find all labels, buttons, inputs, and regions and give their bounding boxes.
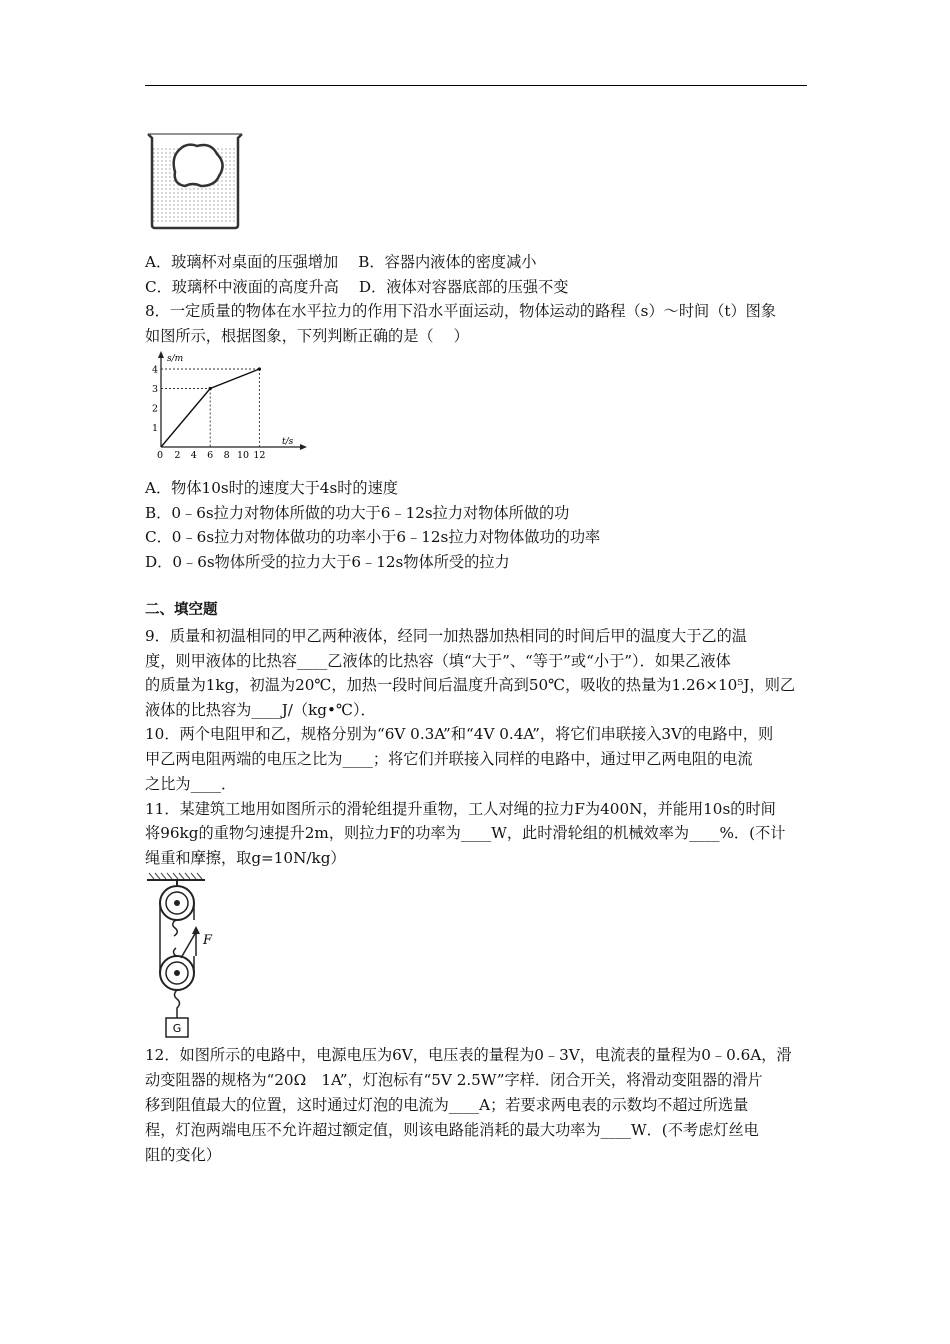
x-tick-label: 10 [236, 450, 250, 461]
q12-line2: 动变阻器的规格为“20Ω 1A”，灯泡标有“5V 2.5W”字样．闭合开关，将滑动变阻器的滑片 [145, 1071, 763, 1089]
x-tick-label: 4 [190, 450, 197, 461]
q12-line5: 阻的变化） [145, 1146, 221, 1164]
q9-line3: 的质量为1kg，初温为20℃，加热一段时间后温度升高到50℃，吸收的热量为1.26×10⁵J，则乙 [145, 676, 796, 694]
x-tick-label: 8 [223, 450, 230, 461]
q7-option-cd: C．玻璃杯中液面的高度升高 D．液体对容器底部的压强不变 [145, 278, 569, 296]
y-tick-label: 4 [151, 364, 159, 376]
x-tick-label: 12 [253, 450, 266, 461]
x-tick-label: 6 [207, 450, 214, 461]
section-heading: 二、填空题 [145, 602, 218, 618]
q11-line3: 绳重和摩擦，取g=10N/kg） [145, 849, 346, 867]
q11-line1: 11．某建筑工地用如图所示的滑轮组提升重物，工人对绳的拉力F为400N，并能用10s的时间 [145, 800, 776, 818]
q11-line2: 将96kg的重物匀速提升2m，则拉力F的功率为____W，此时滑轮组的机械效率为____%．(不计 [145, 824, 786, 842]
q12-line3: 移到阻值最大的位置，这时通过灯泡的电流为____A；若要求两电表的示数均不超过所选量 [145, 1096, 749, 1114]
q8-stem-line1: 8．一定质量的物体在水平拉力的作用下沿水平面运动，物体运动的路程（s）～时间（t）图象 [145, 302, 777, 320]
q10-line3: 之比为____． [145, 775, 237, 793]
s-t-graph [145, 350, 310, 462]
force-arrow [192, 926, 200, 956]
q9-line1: 9．质量和初温相同的甲乙两种液体，经同一加热器加热相同的时间后甲的温度大于乙的温 [145, 627, 747, 645]
x-axis-label: t/s [282, 437, 294, 447]
q9-line4: 液体的比热容为____J/（kg•℃）． [145, 701, 376, 719]
beaker-figure [145, 128, 245, 232]
q8-option-a: A．物体10s时的速度大于4s时的速度 [145, 479, 398, 497]
movable-pulley [160, 956, 194, 990]
data-point [258, 367, 261, 370]
graph-axes [158, 351, 307, 450]
q7-option-ab: A．玻璃杯对桌面的压强增加 B．容器内液体的密度减小 [145, 253, 537, 271]
q9-line2: 度，则甲液体的比热容____乙液体的比热容（填“大于”、“等于”或“小于”）．如果乙液体 [145, 652, 731, 670]
q8-option-b: B．0﹣6s拉力对物体所做的功大于6﹣12s拉力对物体所做的功 [145, 504, 570, 522]
y-tick-label: 3 [151, 384, 159, 395]
data-point [209, 387, 212, 390]
pulley-figure [145, 872, 215, 1040]
force-label: F [203, 933, 213, 948]
q10-line2: 甲乙两电阻两端的电压之比为____；将它们并联接入同样的电路中，通过甲乙两电阻的电流 [145, 750, 753, 768]
y-axis-label: s/m [167, 354, 184, 364]
series-line [161, 369, 259, 447]
x-tick-label: 0 [156, 450, 164, 461]
q12-line4: 程，灯泡两端电压不允许超过额定值，则该电路能消耗的最大功率为____W．(不考虑灯丝电 [145, 1121, 759, 1139]
ceiling [147, 873, 205, 880]
fixed-pulley [160, 886, 194, 920]
weight-label: G [172, 1022, 182, 1035]
q8-option-c: C．0﹣6s拉力对物体做功的功率小于6﹣12s拉力对物体做功的功率 [145, 528, 601, 546]
q12-line1: 12．如图所示的电路中，电源电压为6V，电压表的量程为0﹣3V，电流表的量程为0﹣0.6A，滑 [145, 1046, 792, 1064]
q10-line1: 10．两个电阻甲和乙，规格分别为“6V 0.3A”和“4V 0.4A”，将它们串联接入3V的电路中，则 [145, 725, 774, 743]
x-tick-label: 2 [174, 450, 181, 461]
q8-option-d: D．0﹣6s物体所受的拉力大于6﹣12s物体所受的拉力 [145, 553, 510, 571]
y-tick-label: 1 [151, 423, 159, 434]
header-rule [145, 85, 807, 86]
y-tick-label: 2 [151, 403, 159, 415]
q8-stem-line2: 如图所示，根据图象，下列判断正确的是（ ） [145, 327, 469, 345]
floating-object [174, 145, 223, 186]
